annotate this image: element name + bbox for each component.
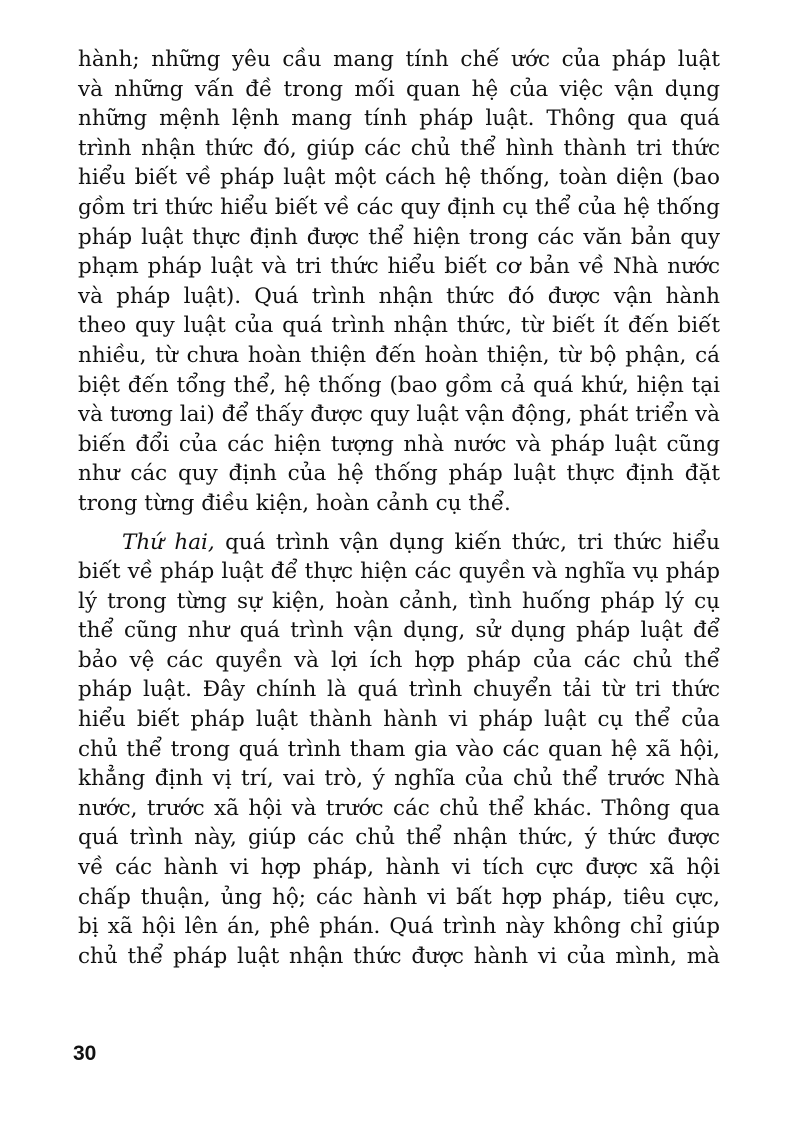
text-line: hiểu biết pháp luật thành hành vi pháp luật cụ thể của — [78, 707, 720, 733]
text-line: những mệnh lệnh mang tính pháp luật. Thông qua quá — [78, 106, 720, 132]
text-line: quá trình này, giúp các chủ thể nhận thức, ý thức được — [78, 825, 720, 851]
text-line: như các quy định của hệ thống pháp luật thực định đặt — [78, 461, 720, 487]
text-line: theo quy luật của quá trình nhận thức, từ biết ít đến biết — [78, 313, 720, 339]
paragraph-first-line-rest: quá trình vận dụng kiến thức, tri thức hiểu — [214, 529, 721, 555]
text-line: chấp thuận, ủng hộ; các hành vi bất hợp pháp, tiêu cực, — [78, 884, 720, 910]
paragraph-gap — [78, 519, 720, 528]
text-line: trình nhận thức đó, giúp các chủ thể hình thành tri thức — [78, 135, 720, 161]
text-line: và những vấn đề trong mối quan hệ của việc vận dụng — [78, 76, 720, 102]
text-line: lý trong từng sự kiện, hoàn cảnh, tình huống pháp lý cụ — [78, 588, 720, 614]
text-line: khẳng định vị trí, vai trò, ý nghĩa của chủ thể trước Nhà — [78, 766, 720, 792]
text-line: biệt đến tổng thể, hệ thống (bao gồm cả quá khứ, hiện tại — [78, 372, 720, 398]
text-line: bị xã hội lên án, phê phán. Quá trình này không chỉ giúp — [78, 914, 720, 940]
text-line: hiểu biết về pháp luật một cách hệ thống, toàn diện (bao — [78, 165, 720, 191]
paragraph-2 — [78, 528, 720, 972]
text-line: chủ thể pháp luật nhận thức được hành vi của mình, mà — [78, 943, 720, 969]
text-line: và pháp luật). Quá trình nhận thức đó được vận hành — [78, 283, 720, 309]
text-line: hành; những yêu cầu mang tính chế ước của pháp luật — [78, 47, 720, 72]
text-line: pháp luật thực định được thể hiện trong các văn bản quy — [78, 224, 720, 250]
text-line: biết về pháp luật để thực hiện các quyền và nghĩa vụ pháp — [78, 559, 720, 585]
text-line: nước, trước xã hội và trước các chủ thể khác. Thông qua — [78, 795, 720, 821]
text-line: thể cũng như quá trình vận dụng, sử dụng pháp luật để — [78, 618, 720, 644]
text-line: nhiều, từ chưa hoàn thiện đến hoàn thiện, từ bộ phận, cá — [78, 342, 720, 368]
paragraph-1 — [78, 45, 720, 519]
text-line: pháp luật. Đây chính là quá trình chuyển tải từ tri thức — [78, 677, 720, 703]
paragraph-lead-italic: Thứ hai, — [122, 529, 215, 555]
text-line: về các hành vi hợp pháp, hành vi tích cực được xã hội — [78, 855, 720, 881]
text-line: gồm tri thức hiểu biết về các quy định cụ thể của hệ thống — [78, 194, 720, 220]
text-line: phạm pháp luật và tri thức hiểu biết cơ bản về Nhà nước — [78, 254, 720, 280]
text-line: trong từng điều kiện, hoàn cảnh cụ thể. — [78, 490, 511, 516]
page-number: 30 — [73, 1042, 97, 1065]
body-text — [78, 45, 720, 971]
text-line: bảo vệ các quyền và lợi ích hợp pháp của các chủ thể — [78, 647, 720, 673]
text-line: chủ thể trong quá trình tham gia vào các quan hệ xã hội, — [78, 736, 720, 762]
text-line: biến đổi của các hiện tượng nhà nước và pháp luật cũng — [78, 431, 720, 457]
text-line: và tương lai) để thấy được quy luật vận động, phát triển và — [78, 402, 720, 428]
text-line-first — [78, 528, 720, 558]
